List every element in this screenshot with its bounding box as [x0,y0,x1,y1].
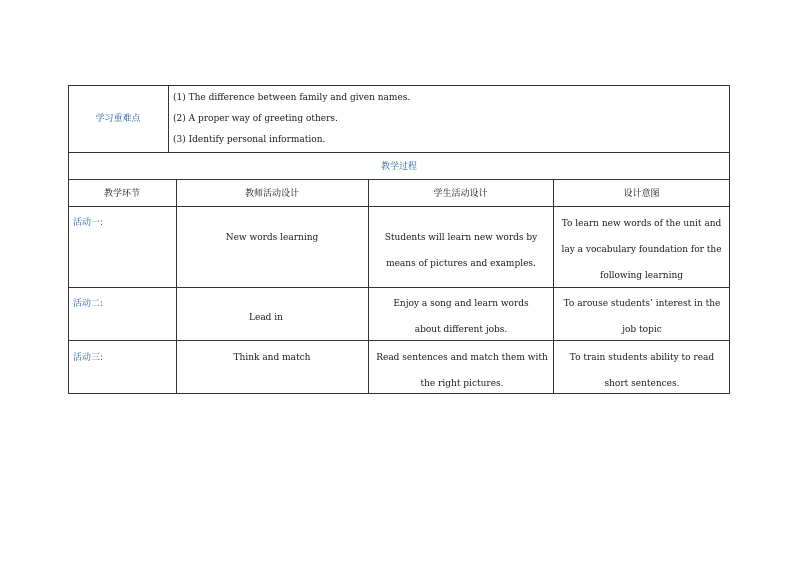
stage-label: 活动一: [73,218,104,228]
table-divider [68,179,730,180]
teacher-activity: New words learning [225,233,319,243]
column-header-intent: 设计意图 [623,189,660,199]
key-point-item: (3) Identify personal information. [173,135,326,145]
teacher-activity: Lead in [249,313,283,323]
student-activity: Read sentences and match them with the right pictures. [376,353,548,389]
table-divider [553,179,554,394]
table-divider [168,85,169,152]
design-intent: To train students ability to read short sentences. [569,353,715,389]
design-intent: To arouse students’ interest in the job topic [563,299,721,335]
table-divider [68,206,730,207]
key-points-label: 学习重难点 [95,114,141,124]
key-point-item: (2) A proper way of greeting others. [173,114,338,124]
column-header-stage: 教学环节 [103,189,140,199]
teacher-activity: Think and match [233,353,311,363]
process-title: 教学过程 [380,162,417,172]
table-border-right [729,85,730,394]
key-point-item: (1) The difference between family and given names. [173,93,411,103]
table-divider [368,179,369,394]
student-activity: Enjoy a song and learn words about different jobs. [393,299,529,335]
table-divider [68,152,730,153]
column-header-teacher: 教师活动设计 [244,189,299,199]
stage-label: 活动二: [73,299,104,309]
design-intent: To learn new words of the unit and lay a vocabulary foundation for the following learning [561,219,722,281]
student-activity: Students will learn new words by means of pictures and examples. [384,233,538,269]
table-border-left [68,85,69,394]
stage-label: 活动三: [73,353,104,363]
column-header-student: 学生活动设计 [433,189,488,199]
